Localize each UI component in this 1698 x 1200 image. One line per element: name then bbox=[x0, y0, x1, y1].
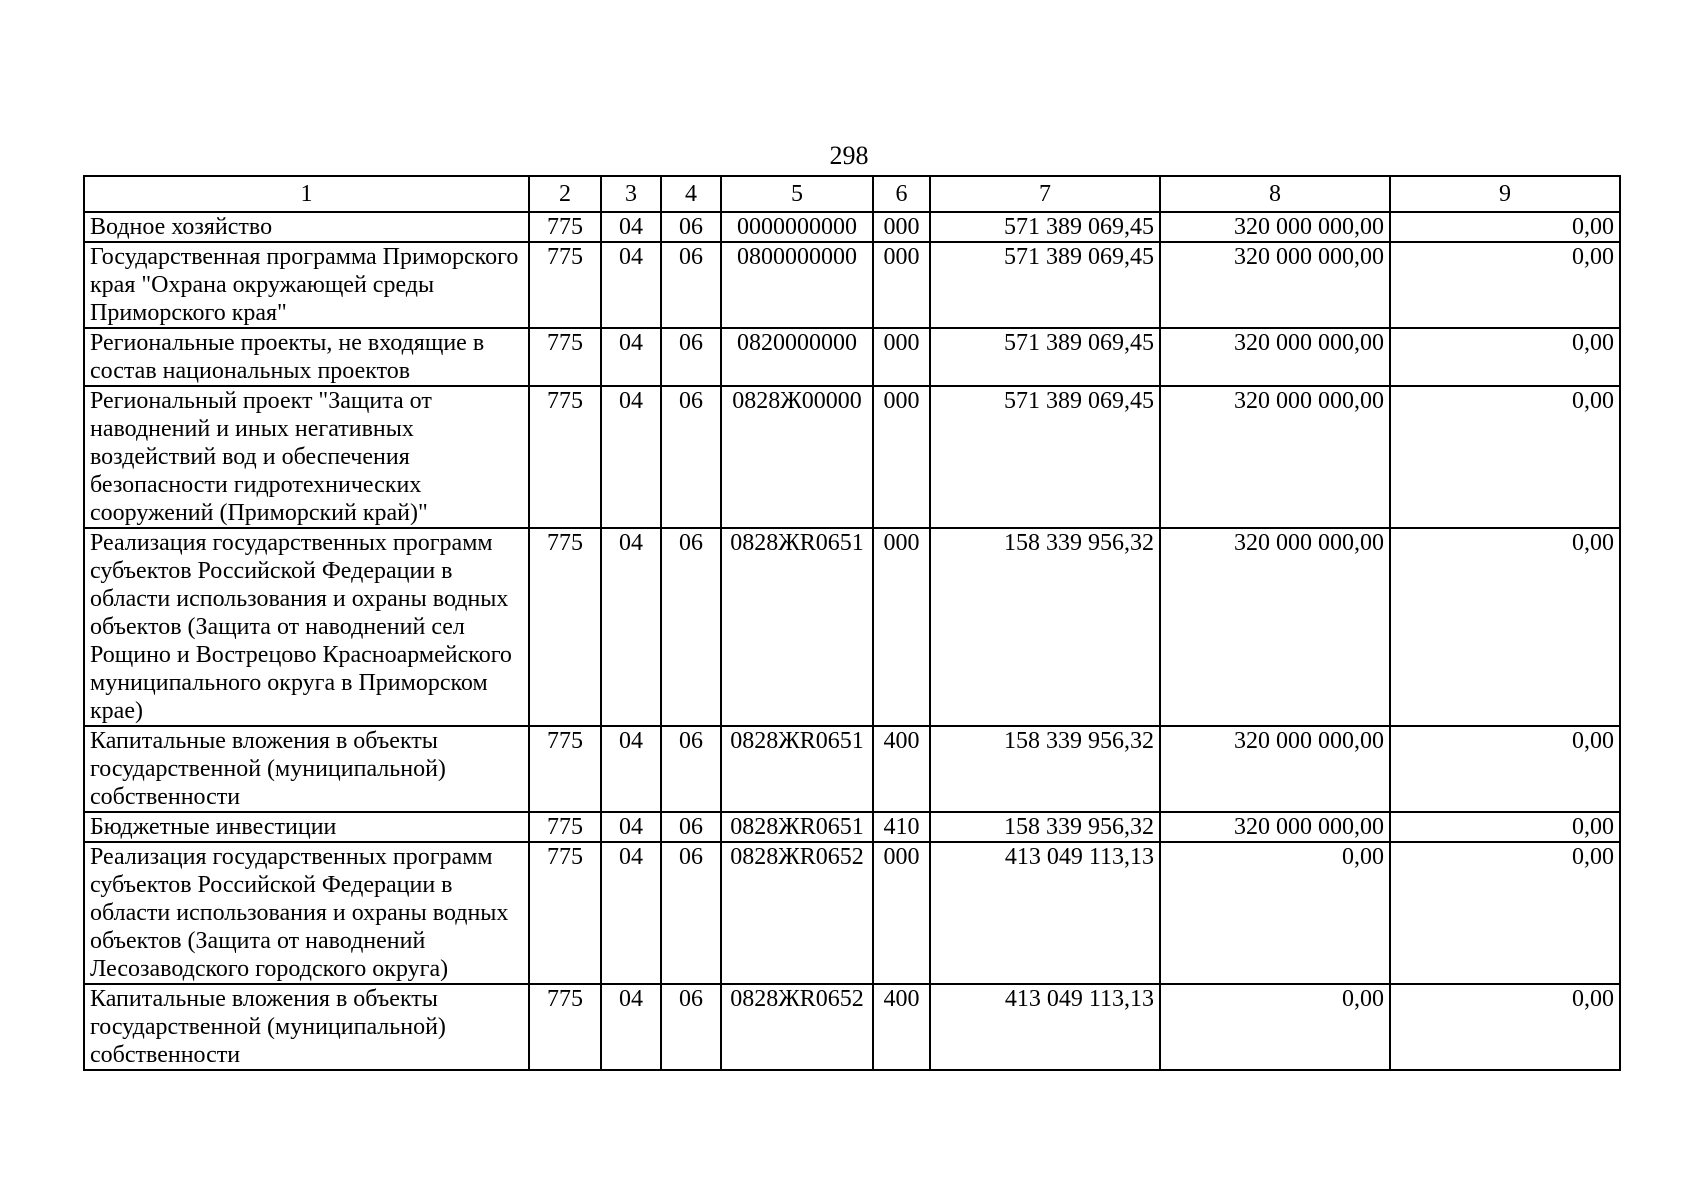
row-amount-7: 571 389 069,45 bbox=[930, 328, 1160, 386]
row-amount-8: 320 000 000,00 bbox=[1160, 726, 1390, 812]
row-name: Капитальные вложения в объекты государственной (муниципальной) собственности bbox=[84, 984, 529, 1070]
row-amount-9: 0,00 bbox=[1390, 328, 1620, 386]
row-code-6: 410 bbox=[873, 812, 930, 842]
row-amount-8: 0,00 bbox=[1160, 842, 1390, 984]
row-code-3: 04 bbox=[601, 812, 661, 842]
header-cell: 5 bbox=[721, 176, 873, 212]
table-row bbox=[84, 212, 1620, 242]
row-code-2: 775 bbox=[529, 242, 601, 328]
row-code-4: 06 bbox=[661, 984, 721, 1070]
header-cell: 2 bbox=[529, 176, 601, 212]
row-amount-7: 158 339 956,32 bbox=[930, 812, 1160, 842]
header-cell: 1 bbox=[84, 176, 529, 212]
table-row bbox=[84, 328, 1620, 386]
row-code-4: 06 bbox=[661, 328, 721, 386]
row-code-5: 0828ЖR0651 bbox=[721, 812, 873, 842]
table-row bbox=[84, 842, 1620, 984]
row-amount-8: 320 000 000,00 bbox=[1160, 212, 1390, 242]
table-row bbox=[84, 812, 1620, 842]
row-code-3: 04 bbox=[601, 386, 661, 528]
row-code-6: 000 bbox=[873, 212, 930, 242]
row-code-4: 06 bbox=[661, 812, 721, 842]
row-code-6: 000 bbox=[873, 842, 930, 984]
table-row bbox=[84, 984, 1620, 1070]
row-code-6: 000 bbox=[873, 242, 930, 328]
row-name: Региональный проект "Защита от наводнений и иных негативных воздействий вод и обеспечения безопасности гидротехнических сооружений (Приморский край)" bbox=[84, 386, 529, 528]
header-cell: 3 bbox=[601, 176, 661, 212]
row-amount-9: 0,00 bbox=[1390, 528, 1620, 726]
row-amount-7: 571 389 069,45 bbox=[930, 212, 1160, 242]
row-code-4: 06 bbox=[661, 726, 721, 812]
row-code-5: 0000000000 bbox=[721, 212, 873, 242]
row-code-5: 0828ЖR0652 bbox=[721, 842, 873, 984]
header-cell: 9 bbox=[1390, 176, 1620, 212]
row-amount-7: 413 049 113,13 bbox=[930, 984, 1160, 1070]
row-amount-9: 0,00 bbox=[1390, 984, 1620, 1070]
row-amount-8: 320 000 000,00 bbox=[1160, 328, 1390, 386]
row-amount-9: 0,00 bbox=[1390, 242, 1620, 328]
row-code-3: 04 bbox=[601, 212, 661, 242]
row-name: Реализация государственных программ субъектов Российской Федерации в области использования и охраны водных объектов (Защита от наводнений Лесозаводского городского округа) bbox=[84, 842, 529, 984]
row-name: Реализация государственных программ субъектов Российской Федерации в области использования и охраны водных объектов (Защита от наводнений сел Рощино и Вострецово Красноармейского муниципального округа в Приморском крае) bbox=[84, 528, 529, 726]
row-code-2: 775 bbox=[529, 726, 601, 812]
row-amount-8: 320 000 000,00 bbox=[1160, 812, 1390, 842]
row-code-3: 04 bbox=[601, 726, 661, 812]
row-code-2: 775 bbox=[529, 212, 601, 242]
header-cell: 8 bbox=[1160, 176, 1390, 212]
header-cell: 6 bbox=[873, 176, 930, 212]
row-code-5: 0800000000 bbox=[721, 242, 873, 328]
row-name: Капитальные вложения в объекты государственной (муниципальной) собственности bbox=[84, 726, 529, 812]
row-code-5: 0820000000 bbox=[721, 328, 873, 386]
row-code-3: 04 bbox=[601, 528, 661, 726]
row-amount-7: 413 049 113,13 bbox=[930, 842, 1160, 984]
table-row bbox=[84, 726, 1620, 812]
budget-table bbox=[83, 175, 1621, 1071]
row-amount-8: 320 000 000,00 bbox=[1160, 386, 1390, 528]
row-amount-9: 0,00 bbox=[1390, 212, 1620, 242]
row-code-6: 000 bbox=[873, 528, 930, 726]
row-name: Государственная программа Приморского края "Охрана окружающей среды Приморского края" bbox=[84, 242, 529, 328]
row-code-4: 06 bbox=[661, 528, 721, 726]
row-amount-7: 158 339 956,32 bbox=[930, 528, 1160, 726]
row-code-2: 775 bbox=[529, 528, 601, 726]
row-amount-9: 0,00 bbox=[1390, 812, 1620, 842]
row-code-3: 04 bbox=[601, 984, 661, 1070]
row-code-2: 775 bbox=[529, 386, 601, 528]
row-code-5: 0828ЖR0651 bbox=[721, 726, 873, 812]
row-code-6: 400 bbox=[873, 984, 930, 1070]
row-code-6: 000 bbox=[873, 328, 930, 386]
row-code-4: 06 bbox=[661, 212, 721, 242]
row-code-2: 775 bbox=[529, 328, 601, 386]
row-code-3: 04 bbox=[601, 842, 661, 984]
row-amount-8: 320 000 000,00 bbox=[1160, 528, 1390, 726]
row-amount-9: 0,00 bbox=[1390, 726, 1620, 812]
row-name: Бюджетные инвестиции bbox=[84, 812, 529, 842]
row-code-4: 06 bbox=[661, 386, 721, 528]
header-cell: 7 bbox=[930, 176, 1160, 212]
row-code-6: 000 bbox=[873, 386, 930, 528]
row-amount-9: 0,00 bbox=[1390, 842, 1620, 984]
row-name: Водное хозяйство bbox=[84, 212, 529, 242]
row-amount-9: 0,00 bbox=[1390, 386, 1620, 528]
row-amount-8: 320 000 000,00 bbox=[1160, 242, 1390, 328]
row-amount-7: 571 389 069,45 bbox=[930, 242, 1160, 328]
row-code-2: 775 bbox=[529, 842, 601, 984]
row-code-5: 0828ЖR0652 bbox=[721, 984, 873, 1070]
row-code-4: 06 bbox=[661, 842, 721, 984]
row-code-3: 04 bbox=[601, 328, 661, 386]
row-code-6: 400 bbox=[873, 726, 930, 812]
table-row bbox=[84, 528, 1620, 726]
row-name: Региональные проекты, не входящие в состав национальных проектов bbox=[84, 328, 529, 386]
row-code-5: 0828Ж00000 bbox=[721, 386, 873, 528]
table-row bbox=[84, 242, 1620, 328]
row-amount-8: 0,00 bbox=[1160, 984, 1390, 1070]
row-code-2: 775 bbox=[529, 812, 601, 842]
row-code-5: 0828ЖR0651 bbox=[721, 528, 873, 726]
row-amount-7: 158 339 956,32 bbox=[930, 726, 1160, 812]
row-amount-7: 571 389 069,45 bbox=[930, 386, 1160, 528]
header-cell: 4 bbox=[661, 176, 721, 212]
row-code-4: 06 bbox=[661, 242, 721, 328]
table-header-row bbox=[84, 176, 1620, 212]
row-code-2: 775 bbox=[529, 984, 601, 1070]
table-row bbox=[84, 386, 1620, 528]
page-number: 298 bbox=[829, 141, 869, 170]
row-code-3: 04 bbox=[601, 242, 661, 328]
